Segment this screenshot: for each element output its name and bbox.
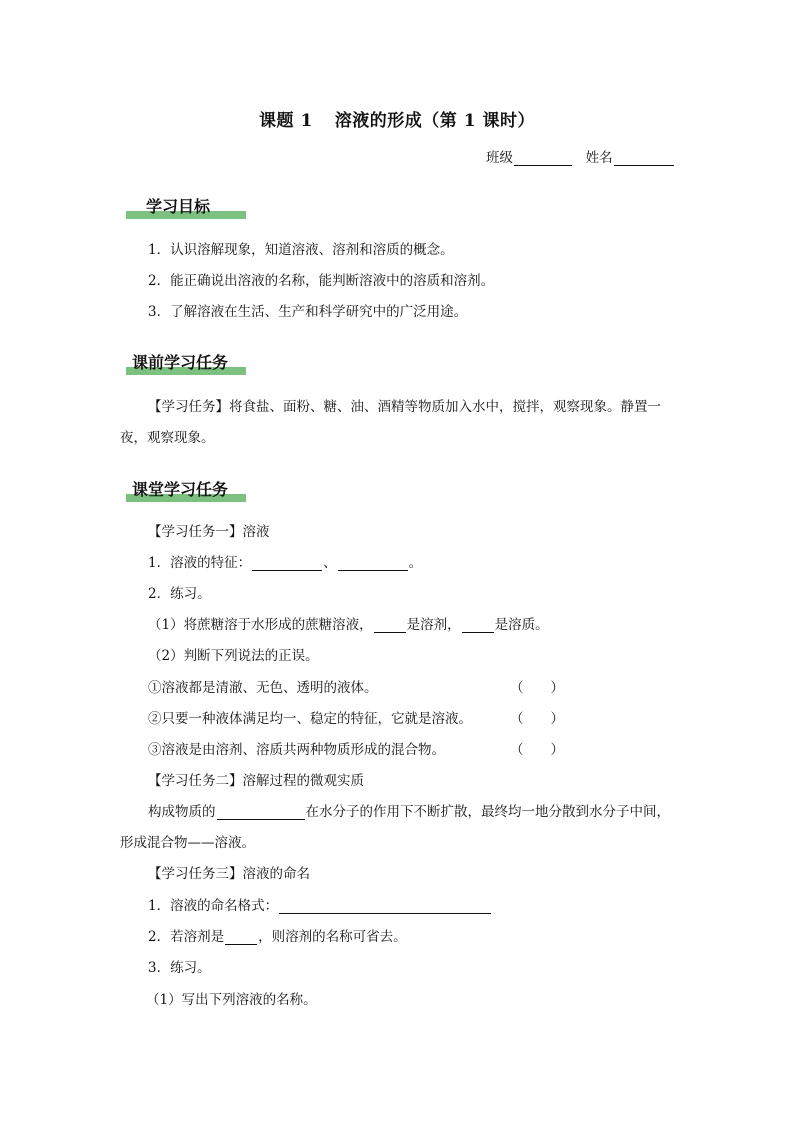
lesson-number: 课题 1 (259, 111, 313, 131)
lesson-title: 溶液的形成（第 1 课时） (334, 111, 535, 131)
naming-format-blank[interactable] (279, 898, 491, 914)
solvent-name-blank[interactable] (225, 929, 257, 945)
task3-q3-1: （1）写出下列溶液的名称。 (146, 992, 317, 1008)
task2-line-2: 形成混合物——溶液。 (120, 835, 255, 851)
task2-line-1-a: 构成物质的 (148, 804, 216, 820)
task1-q2-1-solvent: 是溶剂， (406, 617, 461, 633)
class-name-line (486, 146, 675, 166)
goal-item-2: 2．能正确说出溶液的名称，能判断溶液中的溶质和溶剂。 (148, 273, 495, 289)
task1-q1 (148, 551, 422, 571)
task3-q2-a: 2．若溶剂是 (148, 929, 225, 945)
task2-line-1 (148, 800, 670, 820)
judge-answer-2[interactable]: （ ） (510, 711, 564, 727)
task1-q2-1 (148, 613, 549, 633)
task1-title: 【学习任务一】溶液 (148, 524, 270, 540)
task2-title: 【学习任务二】溶解过程的微观实质 (148, 773, 364, 789)
judge-answer-3[interactable]: （ ） (510, 742, 564, 758)
task1-q2-1-text: （1）将蔗糖溶于水形成的蔗糖溶液， (148, 617, 373, 633)
task1-q1-end: 。 (408, 555, 423, 571)
judge-statement-3: ③溶液是由溶剂、溶质共两种物质形成的混合物。 (148, 742, 445, 758)
task3-q2 (148, 925, 407, 945)
page-title (0, 106, 794, 131)
goals-heading: 学习目标 (146, 197, 211, 216)
feature-blank-2[interactable] (338, 555, 408, 571)
class-blank[interactable] (514, 150, 572, 166)
task3-q3: 3．练习。 (148, 960, 211, 976)
judge-answer-1[interactable]: （ ） (510, 680, 564, 696)
class-label: 班级 (486, 150, 513, 166)
goal-item-1: 1．认识溶解现象，知道溶液、溶剂和溶质的概念。 (148, 242, 454, 258)
judge-statement-1: ①溶液都是清澈、无色、透明的液体。 (148, 680, 378, 696)
task1-q2-1-solute: 是溶质。 (494, 617, 549, 633)
pre-class-heading: 课前学习任务 (132, 353, 229, 372)
task3-q2-b: ，则溶剂的名称可省去。 (258, 929, 407, 945)
pre-class-task-line-1: 【学习任务】将食盐、面粉、糖、油、酒精等物质加入水中，搅拌，观察现象。静置一 (148, 399, 661, 415)
in-class-heading: 课堂学习任务 (132, 480, 229, 499)
task1-q1-text: 1．溶液的特征： (148, 555, 252, 571)
solute-blank[interactable] (462, 617, 494, 633)
judge-statement-2: ②只要一种液体满足均一、稳定的特征，它就是溶液。 (148, 711, 472, 727)
name-blank[interactable] (614, 150, 674, 166)
task3-title: 【学习任务三】溶液的命名 (148, 866, 310, 882)
particle-blank[interactable] (217, 804, 305, 820)
goal-item-3: 3．了解溶液在生活、生产和科学研究中的广泛用途。 (148, 304, 468, 320)
task1-q2-2: （2）判断下列说法的正误。 (148, 648, 319, 664)
task3-q1-text: 1．溶液的命名格式： (148, 898, 279, 914)
feature-blank-1[interactable] (252, 555, 322, 571)
task1-q1-sep: 、 (323, 555, 337, 571)
pre-class-task-line-2: 夜，观察现象。 (120, 430, 215, 446)
solvent-blank[interactable] (374, 617, 406, 633)
task1-q2: 2．练习。 (148, 586, 211, 602)
task2-line-1-b: 在水分子的作用下不断扩散，最终均一地分散到水分子中间， (305, 804, 670, 820)
name-label: 姓名 (585, 150, 613, 166)
task3-q1 (148, 894, 492, 914)
